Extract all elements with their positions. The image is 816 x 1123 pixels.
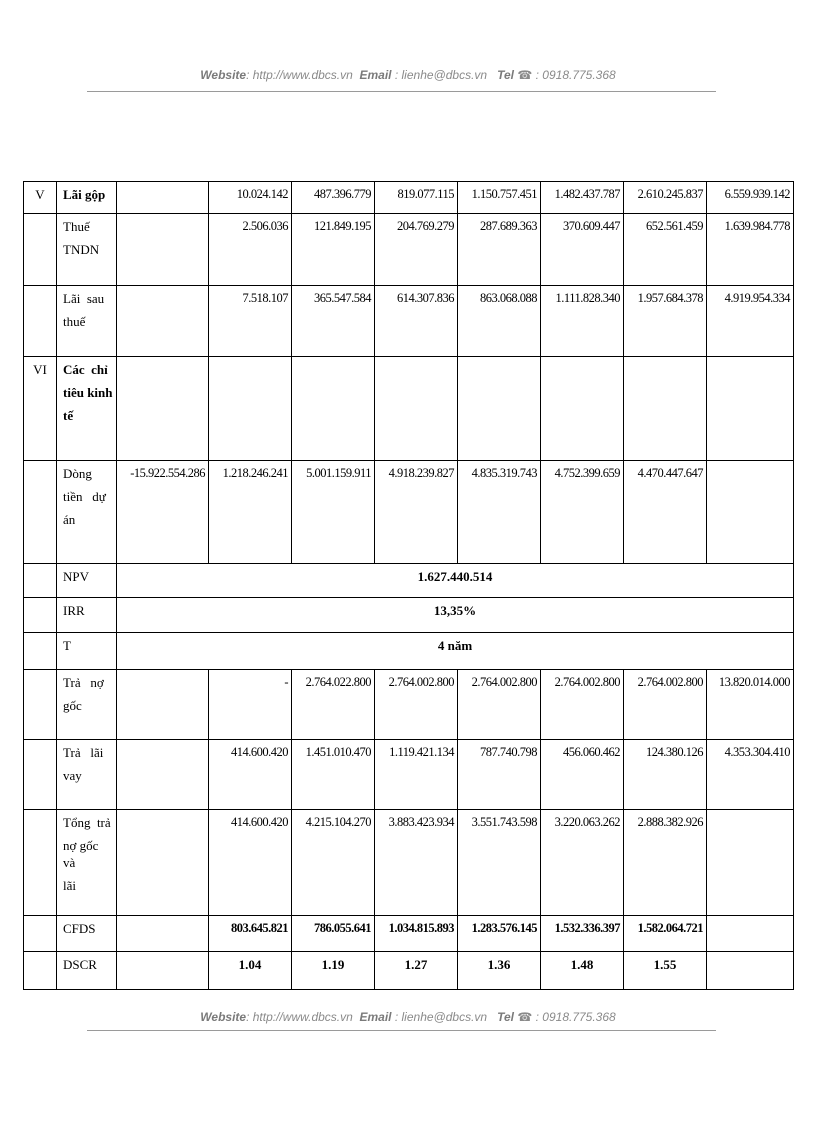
table-cell: 4.752.399.659	[541, 461, 624, 564]
section-number	[24, 670, 57, 740]
table-cell: 4.470.447.647	[624, 461, 707, 564]
table-cell: 4.835.319.743	[458, 461, 541, 564]
table-cell	[458, 357, 541, 461]
table-cell: 2.764.002.800	[624, 670, 707, 740]
table-cell	[707, 916, 794, 952]
irr-value: 13,35%	[117, 598, 794, 633]
table-cell: -15.922.554.286	[117, 461, 209, 564]
table-cell: 13.820.014.000	[707, 670, 794, 740]
table-cell: 863.068.088	[458, 286, 541, 357]
header-divider	[87, 91, 716, 92]
table-cell: 1.218.246.241	[209, 461, 292, 564]
financial-table	[23, 181, 794, 990]
table-row	[24, 952, 794, 990]
table-cell	[117, 916, 209, 952]
row-label: T	[57, 633, 117, 670]
table-cell: 1.451.010.470	[292, 740, 375, 810]
section-number	[24, 286, 57, 357]
table-cell: 1.283.576.145	[458, 916, 541, 952]
row-label: Trả nợ gốc	[57, 670, 117, 740]
tel-label: Tel	[497, 1010, 514, 1024]
table-cell	[117, 740, 209, 810]
table-cell: 6.559.939.142	[707, 182, 794, 214]
table-cell: 487.396.779	[292, 182, 375, 214]
table-cell: 5.001.159.911	[292, 461, 375, 564]
table-cell: 787.740.798	[458, 740, 541, 810]
table-cell: 786.055.641	[292, 916, 375, 952]
table-cell	[292, 357, 375, 461]
table-cell: 1.034.815.893	[375, 916, 458, 952]
row-label: Trả lãi vay	[57, 740, 117, 810]
table-cell: 1.48	[541, 952, 624, 990]
table-cell: 4.353.304.410	[707, 740, 794, 810]
table-cell	[541, 357, 624, 461]
table-cell: 4.215.104.270	[292, 810, 375, 916]
table-cell: 287.689.363	[458, 214, 541, 286]
section-number	[24, 740, 57, 810]
table-cell: 2.764.002.800	[375, 670, 458, 740]
table-cell: 819.077.115	[375, 182, 458, 214]
table-cell	[209, 357, 292, 461]
table-cell: 2.764.002.800	[541, 670, 624, 740]
website-label: Website	[200, 68, 247, 82]
table-row	[24, 357, 794, 461]
table-row	[24, 633, 794, 670]
email-label: Email	[359, 1010, 392, 1024]
page-footer	[0, 1010, 816, 1024]
table-cell: 414.600.420	[209, 810, 292, 916]
section-number	[24, 598, 57, 633]
section-number	[24, 564, 57, 598]
table-cell: 1.111.828.340	[541, 286, 624, 357]
row-label: Các chỉ tiêu kinh tế	[57, 357, 117, 461]
table-row	[24, 461, 794, 564]
table-cell: 4.919.954.334	[707, 286, 794, 357]
section-number: VI	[24, 357, 57, 461]
website-url[interactable]: : http://www.dbcs.vn	[246, 1010, 353, 1024]
table-cell: 1.04	[209, 952, 292, 990]
table-row	[24, 286, 794, 357]
table-cell: 3.883.423.934	[375, 810, 458, 916]
table-cell: 10.024.142	[209, 182, 292, 214]
email-value[interactable]: : lienhe@dbcs.vn	[394, 1010, 488, 1024]
table-cell	[624, 357, 707, 461]
table-cell: 2.506.036	[209, 214, 292, 286]
section-number	[24, 810, 57, 916]
table-cell: 7.518.107	[209, 286, 292, 357]
table-cell: 3.551.743.598	[458, 810, 541, 916]
row-label: DSCR	[57, 952, 117, 990]
table-cell	[707, 952, 794, 990]
table-cell	[117, 810, 209, 916]
row-label: Thuế TNDN	[57, 214, 117, 286]
table-row	[24, 182, 794, 214]
table-row	[24, 598, 794, 633]
row-label: Dòng tiền dự án	[57, 461, 117, 564]
table-cell	[117, 214, 209, 286]
table-cell: 121.849.195	[292, 214, 375, 286]
website-label: Website	[200, 1010, 247, 1024]
section-number	[24, 952, 57, 990]
table-row	[24, 810, 794, 916]
table-cell: 365.547.584	[292, 286, 375, 357]
page-header	[0, 68, 816, 82]
table-cell: 614.307.836	[375, 286, 458, 357]
table-cell: 4.918.239.827	[375, 461, 458, 564]
row-label: Lãi sau thuế	[57, 286, 117, 357]
table-cell: 2.764.002.800	[458, 670, 541, 740]
table-cell: 1.482.437.787	[541, 182, 624, 214]
table-cell: 204.769.279	[375, 214, 458, 286]
table-cell	[117, 182, 209, 214]
section-number	[24, 214, 57, 286]
table-cell: 1.150.757.451	[458, 182, 541, 214]
table-cell	[707, 357, 794, 461]
table-cell: 803.645.821	[209, 916, 292, 952]
table-cell	[707, 461, 794, 564]
email-value[interactable]: : lienhe@dbcs.vn	[394, 68, 488, 82]
table-row	[24, 214, 794, 286]
table-row	[24, 564, 794, 598]
section-number	[24, 916, 57, 952]
section-number: V	[24, 182, 57, 214]
row-label: Tổng trả nợ gốc và lãi	[57, 810, 117, 916]
table-cell: 652.561.459	[624, 214, 707, 286]
table-cell: 1.639.984.778	[707, 214, 794, 286]
table-cell	[375, 357, 458, 461]
table-cell: 2.764.022.800	[292, 670, 375, 740]
table-cell	[707, 810, 794, 916]
table-row	[24, 916, 794, 952]
table-cell	[117, 357, 209, 461]
table-cell: 1.119.421.134	[375, 740, 458, 810]
table-cell: 124.380.126	[624, 740, 707, 810]
tel-value: ☎ : 0918.775.368	[517, 1010, 616, 1024]
row-label: Lãi gộp	[57, 182, 117, 214]
table-cell: 414.600.420	[209, 740, 292, 810]
email-label: Email	[359, 68, 392, 82]
payback-value: 4 năm	[117, 633, 794, 670]
table-cell: 1.55	[624, 952, 707, 990]
table-cell: 1.957.684.378	[624, 286, 707, 357]
table-cell: -	[209, 670, 292, 740]
section-number	[24, 461, 57, 564]
table-cell: 1.582.064.721	[624, 916, 707, 952]
table-cell: 1.36	[458, 952, 541, 990]
table-cell: 1.532.336.397	[541, 916, 624, 952]
row-label: IRR	[57, 598, 117, 633]
table-row	[24, 740, 794, 810]
row-label: NPV	[57, 564, 117, 598]
table-cell	[117, 286, 209, 357]
table-cell: 3.220.063.262	[541, 810, 624, 916]
table-cell: 370.609.447	[541, 214, 624, 286]
row-label: CFDS	[57, 916, 117, 952]
table-cell: 1.27	[375, 952, 458, 990]
table-cell: 2.888.382.926	[624, 810, 707, 916]
website-url[interactable]: : http://www.dbcs.vn	[246, 68, 353, 82]
tel-label: Tel	[497, 68, 514, 82]
table-cell	[117, 952, 209, 990]
table-row	[24, 670, 794, 740]
table-cell: 456.060.462	[541, 740, 624, 810]
footer-divider	[87, 1030, 716, 1031]
table-cell: 2.610.245.837	[624, 182, 707, 214]
table-cell	[117, 670, 209, 740]
table-cell: 1.19	[292, 952, 375, 990]
section-number	[24, 633, 57, 670]
npv-value: 1.627.440.514	[117, 564, 794, 598]
tel-value: ☎ : 0918.775.368	[517, 68, 616, 82]
